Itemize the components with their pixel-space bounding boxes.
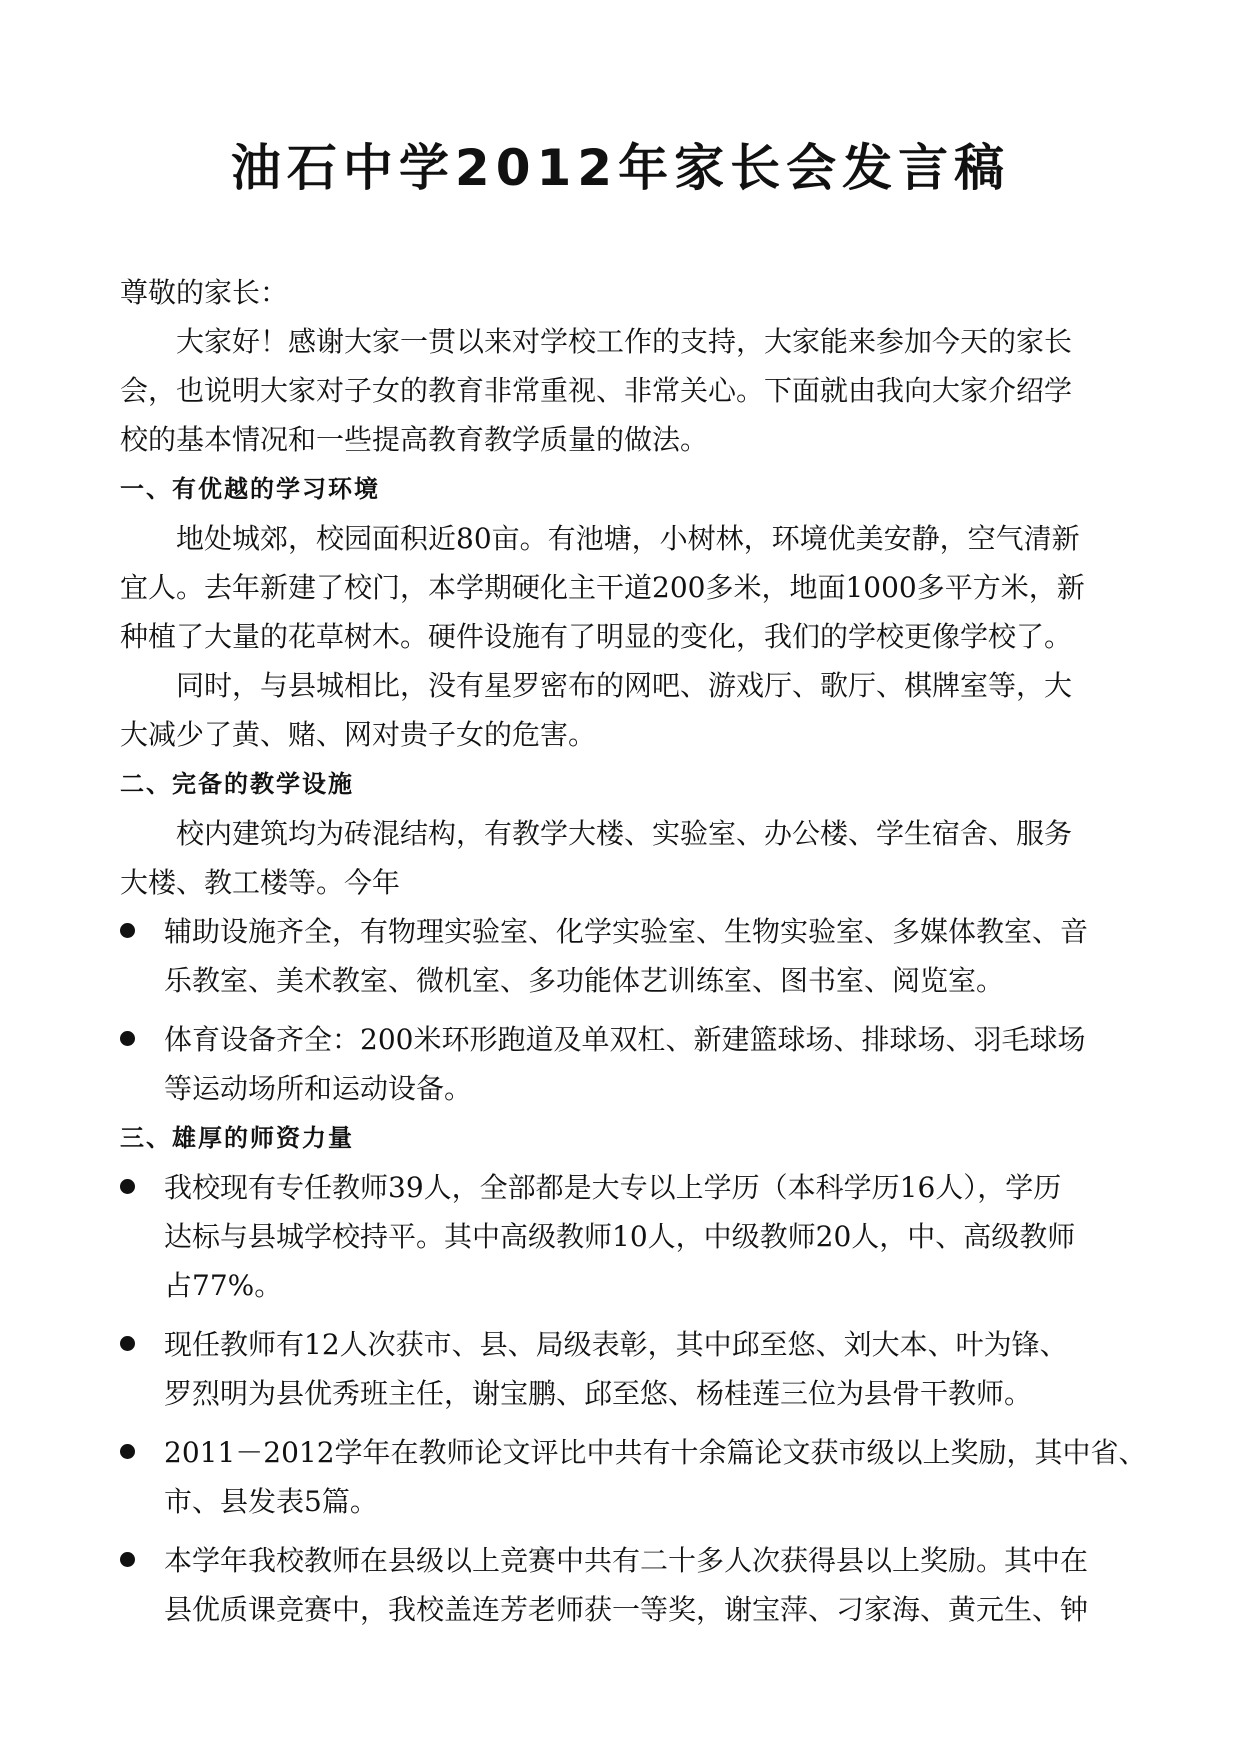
paragraph-line: 大减少了黄、赌、网对贵子女的危害。 <box>120 718 597 751</box>
paragraph-line: 同时，与县城相比，没有星罗密布的网吧、游戏厅、歌厅、棋牌室等，大 <box>176 669 1073 702</box>
list-item-line: 市、县发表5篇。 <box>164 1485 378 1518</box>
list-item-line: 乐教室、美术教室、微机室、多功能体艺训练室、图书室、阅览室。 <box>164 964 1005 997</box>
bullet-icon <box>120 923 135 938</box>
list-item-line: 等运动场所和运动设备。 <box>164 1072 473 1105</box>
section-heading-teachers: 三、雄厚的师资力量 <box>120 1124 354 1152</box>
bullet-icon <box>120 1336 135 1351</box>
list-item-line: 现任教师有12人次获市、县、局级表彰，其中邱至悠、刘大本、叶为锋、 <box>164 1328 1068 1361</box>
list-item <box>120 1536 1130 1634</box>
bullet-icon <box>120 1179 135 1194</box>
list-item-line: 占77%。 <box>164 1269 283 1302</box>
section-heading-environment: 一、有优越的学习环境 <box>120 475 380 503</box>
list-item-line: 本学年我校教师在县级以上竞赛中共有二十多人次获得县以上奖励。其中在 <box>164 1544 1089 1577</box>
paragraph-line: 地处城郊，校园面积近80亩。有池塘，小树林，环境优美安静，空气清新 <box>176 522 1080 555</box>
list-item-line: 体育设备齐全：200米环形跑道及单双杠、新建篮球场、排球场、羽毛球场 <box>164 1023 1086 1056</box>
list-item-line: 县优质课竞赛中，我校盖连芳老师获一等奖，谢宝萍、刁家海、黄元生、钟 <box>164 1593 1089 1626</box>
list-item-line: 罗烈明为县优秀班主任，谢宝鹏、邱至悠、杨桂莲三位为县骨干教师。 <box>164 1377 1033 1410</box>
document-body <box>120 268 1147 1634</box>
bullet-icon <box>120 1031 135 1046</box>
document-title: 油石中学2012年家长会发言稿 <box>230 139 1011 197</box>
list-item <box>120 907 1130 1005</box>
paragraph-line: 种植了大量的花草树木。硬件设施有了明显的变化，我们的学校更像学校了。 <box>120 620 1073 653</box>
list-item-line: 我校现有专任教师39人，全部都是大专以上学历（本科学历16人），学历 <box>164 1171 1062 1204</box>
list-item <box>120 1320 1130 1418</box>
intro-line: 会，也说明大家对子女的教育非常重视、非常关心。下面就由我向大家介绍学 <box>120 374 1073 407</box>
list-item-line: 达标与县城学校持平。其中高级教师10人，中级教师20人，中、高级教师 <box>164 1220 1076 1253</box>
list-item <box>120 1163 1130 1310</box>
list-item-line: 辅助设施齐全，有物理实验室、化学实验室、生物实验室、多媒体教室、音 <box>164 915 1089 948</box>
paragraph-line: 大楼、教工楼等。今年 <box>120 866 401 899</box>
paragraph-line: 宜人。去年新建了校门，本学期硬化主干道200多米，地面1000多平方米，新 <box>120 571 1085 604</box>
intro-line: 校的基本情况和一些提高教育教学质量的做法。 <box>120 423 709 456</box>
bullet-icon <box>120 1444 135 1459</box>
list-item <box>120 1428 1147 1526</box>
salutation: 尊敬的家长： <box>120 276 289 309</box>
bullet-icon <box>120 1552 135 1567</box>
paragraph-line: 校内建筑均为砖混结构，有教学大楼、实验室、办公楼、学生宿舍、服务 <box>176 817 1073 850</box>
intro-line: 大家好！感谢大家一贯以来对学校工作的支持，大家能来参加今天的家长 <box>176 325 1073 358</box>
list-item-line: 2011－2012学年在教师论文评比中共有十余篇论文获市级以上奖励，其中省、 <box>164 1436 1147 1469</box>
section-heading-facilities: 二、完备的教学设施 <box>120 770 354 798</box>
list-item <box>120 1015 1130 1113</box>
